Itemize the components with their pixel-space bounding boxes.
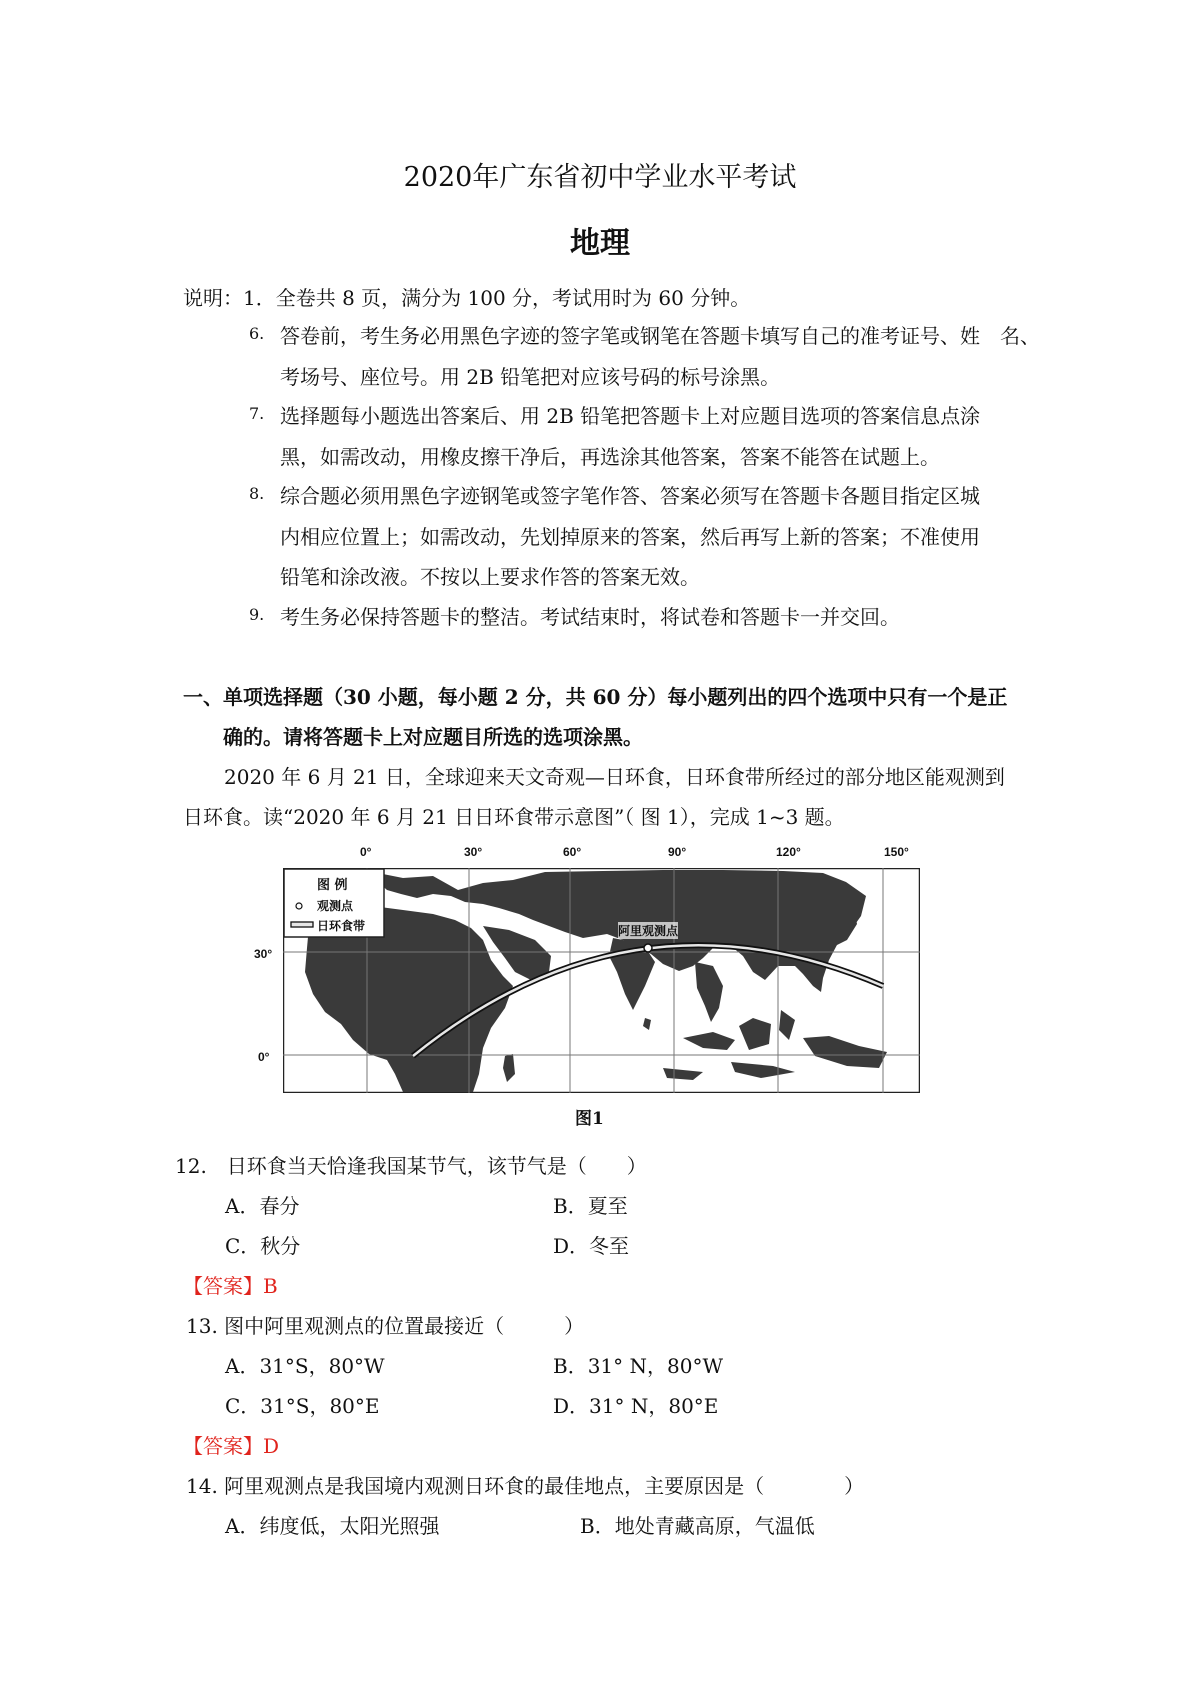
instructions-lead: 说明：1．全卷共 8 页，满分为 100 分，考试用时为 60 分钟。 [183,286,751,310]
observation-point-label: 阿里观测点 [618,924,679,938]
question-option: B．31° N，80°W [553,1354,724,1378]
section-heading: 一、单项选择题（30 小题，每小题 2 分，共 60 分）每小题列出的四个选项中只有一个是正 [183,685,1008,709]
question-option: A．春分 [225,1194,300,1218]
question-stem: 13. 图中阿里观测点的位置最接近（ ） [186,1314,585,1338]
lat-label: 30° [254,947,273,961]
lon-label: 90° [668,845,687,859]
instruction-line: 选择题每小题选出答案后、用 2B 铅笔把答题卡上对应题目选项的答案信息点涂 [280,404,981,428]
section-heading-cont: 确的。请将答题卡上对应题目所选的选项涂黑。 [223,725,643,749]
lon-label: 120° [776,845,801,859]
instruction-number: 8. [249,484,265,503]
answer-tag: 【答案】 [183,1274,263,1298]
lon-label: 0° [360,845,372,859]
answer-line [183,1430,279,1459]
answer-value: D [263,1434,280,1458]
lat-label: 0° [258,1050,270,1064]
answer-tag: 【答案】 [183,1434,263,1458]
legend-title: 图 例 [317,878,348,893]
figure-caption: 图1 [575,1109,604,1129]
lon-label: 60° [563,845,582,859]
question-stem: 14. 阿里观测点是我国境内观测日环食的最佳地点，主要原因是（ ） [186,1474,865,1498]
lon-label: 150° [884,845,909,859]
question-option: C．31°S，80°E [225,1394,380,1418]
passage-text: 日环食。读“2020 年 6 月 21 日日环食带示意图”（ 图 1），完成 1~3 题。 [183,805,845,829]
eclipse-map [283,868,920,1093]
instruction-number: 9. [249,605,265,624]
instruction-line: 考生务必保持答题卡的整洁。考试结束时，将试卷和答题卡一并交回。 [280,605,900,629]
answer-line [183,1270,278,1299]
answer-value: B [263,1274,278,1298]
exam-title: 2020年广东省初中学业水平考试 [403,162,797,193]
instruction-number: 6. [249,324,265,343]
legend-point-label: 观测点 [317,899,354,913]
lon-label: 30° [464,845,483,859]
instruction-number: 7. [249,404,265,423]
instruction-line: 内相应位置上；如需改动，先划掉原来的答案，然后再写上新的答案；不准使用 [280,525,980,549]
question-option: B．地处青藏高原，气温低 [580,1514,815,1538]
passage-text: 2020 年 6 月 21 日，全球迎来天文奇观—日环食，日环食带所经过的部分地区能观测到 [224,765,1005,789]
question-stem: 12. 日环食当天恰逢我国某节气，该节气是（ ） [175,1154,647,1178]
question-option: A．纬度低，太阳光照强 [225,1514,440,1538]
subject-title: 地理 [570,226,630,261]
instruction-line: 铅笔和涂改液。不按以上要求作答的答案无效。 [280,565,700,589]
instruction-line: 黑，如需改动，用橡皮擦干净后，再选涂其他答案，答案不能答在试题上。 [280,445,940,469]
instruction-line: 综合题必须用黑色字迹钢笔或签字笔作答、答案必须写在答题卡各题目指定区城 [280,484,980,508]
question-option: D．31° N，80°E [553,1394,719,1418]
instruction-line: 答卷前，考生务必用黑色字迹的签字笔或钢笔在答题卡填写自己的准考证号、姓 名、 [280,324,1040,348]
question-option: A．31°S，80°W [225,1354,385,1378]
question-option: C．秋分 [225,1234,301,1258]
legend-band-label: 日环食带 [317,919,366,933]
question-option: B．夏至 [553,1194,628,1218]
question-option: D．冬至 [553,1234,630,1258]
instruction-line: 考场号、座位号。用 2B 铅笔把对应该号码的标号涂黑。 [280,365,781,389]
